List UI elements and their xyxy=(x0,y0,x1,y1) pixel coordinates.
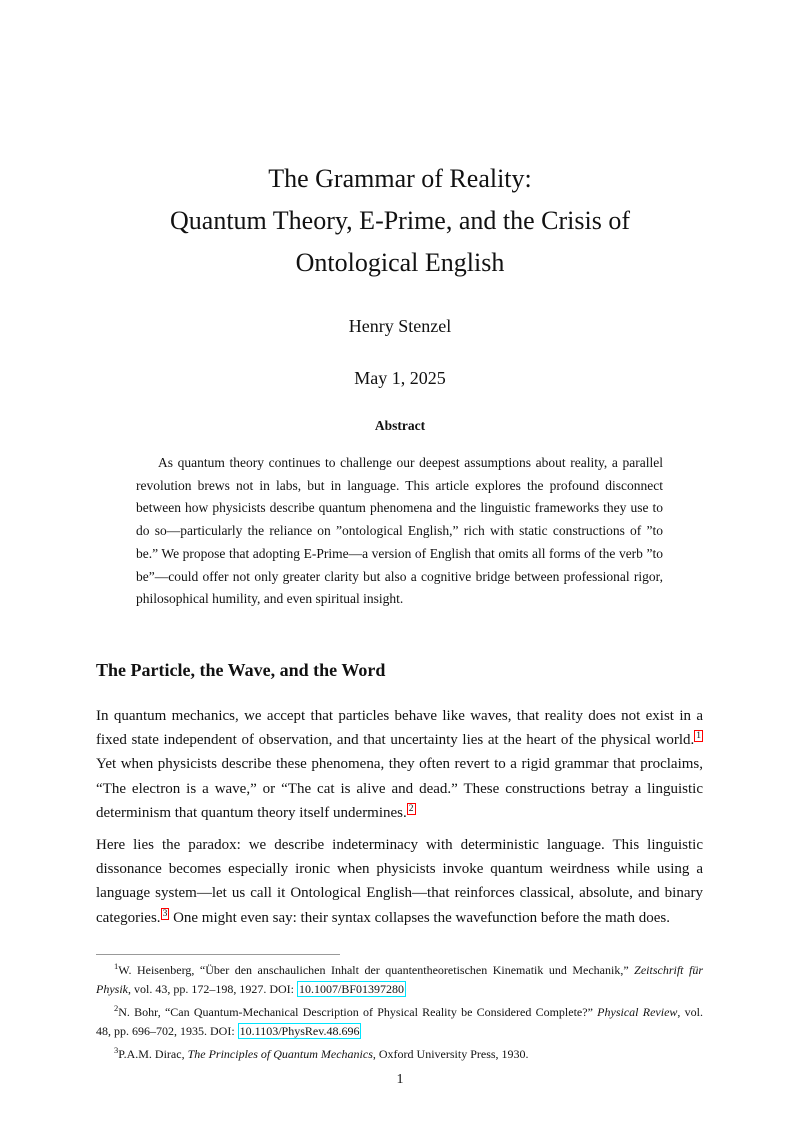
publication-date: May 1, 2025 xyxy=(354,368,446,388)
footnote-3-text: P.A.M. Dirac, xyxy=(118,1047,188,1061)
paragraph-1 xyxy=(96,704,703,825)
abstract-text: As quantum theory continues to challenge our deepest assumptions about reality, a parallel revolution brews not in labs, but in language. This article explores the profound disconnect between how physicists describe quantum phenomena and the linguistic frameworks they use to do so—particularly the reliance on ”ontological English,” rich with static constructions of ”to be.” We propose that adopting E-Prime—a version of English that omits all forms of the verb ”to be”—could offer not only greater clarity but also a cognitive bridge between professional rigor, philosophical humility, and even spiritual insight. xyxy=(136,455,663,607)
footnote-1-text: W. Heisenberg, “Über den anschaulichen Inhalt der quantentheoretischen Kinematik und Mechanik,” xyxy=(118,963,635,977)
title-line-3: Ontological English xyxy=(295,248,505,277)
paragraph-2-text-a: Here lies the paradox: we describe indeterminacy with deterministic language. This linguistic dissonance becomes especially ironic when physicists invoke quantum weirdness while using a language system—let us call it Ontological English—that reinforces classical, absolute, and binary categories. xyxy=(96,837,703,926)
title-line-1: The Grammar of Reality: xyxy=(268,164,532,193)
footnote-1-number: 1 xyxy=(114,961,119,971)
footnote-1 xyxy=(96,957,703,999)
footnote-1-journal: Zeitschrift für Physik xyxy=(96,963,704,996)
footnote-1-details: , vol. 43, pp. 172–198, 1927. DOI: xyxy=(128,982,297,996)
footnote-2-doi-link[interactable]: 10.1103/PhysRev.48.696 xyxy=(239,1024,360,1038)
paragraph-2 xyxy=(96,833,703,930)
paragraph-1-text-b: Yet when physicists describe these phenomena, they often revert to a rigid grammar that proclaims, “The electron is a wave,” or “The cat is alive and dead.” These constructions betray a linguistic determinism that quantum theory itself undermines. xyxy=(96,756,703,821)
author-name: Henry Stenzel xyxy=(348,316,452,336)
paragraph-2-text-b: One might even say: their syntax collapses the wavefunction before the math does. xyxy=(169,909,670,926)
footnote-2-text: N. Bohr, “Can Quantum-Mechanical Description of Physical Reality be Considered Complete?” xyxy=(118,1005,598,1019)
abstract-heading: Abstract xyxy=(374,418,426,433)
title-line-2: Quantum Theory, E-Prime, and the Crisis of xyxy=(170,206,630,235)
footnote-3-book-title: The Principles of Quantum Mechanics xyxy=(187,1047,373,1061)
footnote-3 xyxy=(96,1041,703,1064)
footnote-2-journal: Physical Review xyxy=(597,1005,678,1019)
footnotes xyxy=(96,957,703,1064)
footnote-2 xyxy=(96,999,703,1041)
footnote-divider xyxy=(96,954,340,955)
footnote-ref-1[interactable]: 1 xyxy=(696,731,701,742)
paragraph-1-text-a: In quantum mechanics, we accept that particles behave like waves, that reality does not exist in a fixed state independent of observation, and that uncertainty lies at the heart of the physical world. xyxy=(96,708,703,749)
footnote-ref-3[interactable]: 3 xyxy=(162,908,168,919)
section-title: The Particle, the Wave, and the Word xyxy=(96,660,386,680)
footnote-3-number: 3 xyxy=(114,1045,119,1055)
footnote-3-details: , Oxford University Press, 1930. xyxy=(372,1047,529,1061)
page-number: 1 xyxy=(396,1072,404,1087)
footnote-2-details: , vol. 48, pp. 696–702, 1935. DOI: xyxy=(96,1005,703,1038)
footnote-ref-2[interactable]: 2 xyxy=(408,803,414,814)
footnote-1-doi-link[interactable]: 10.1007/BF01397280 xyxy=(299,982,405,996)
footnote-2-number: 2 xyxy=(114,1003,119,1013)
paper-title xyxy=(100,158,700,284)
